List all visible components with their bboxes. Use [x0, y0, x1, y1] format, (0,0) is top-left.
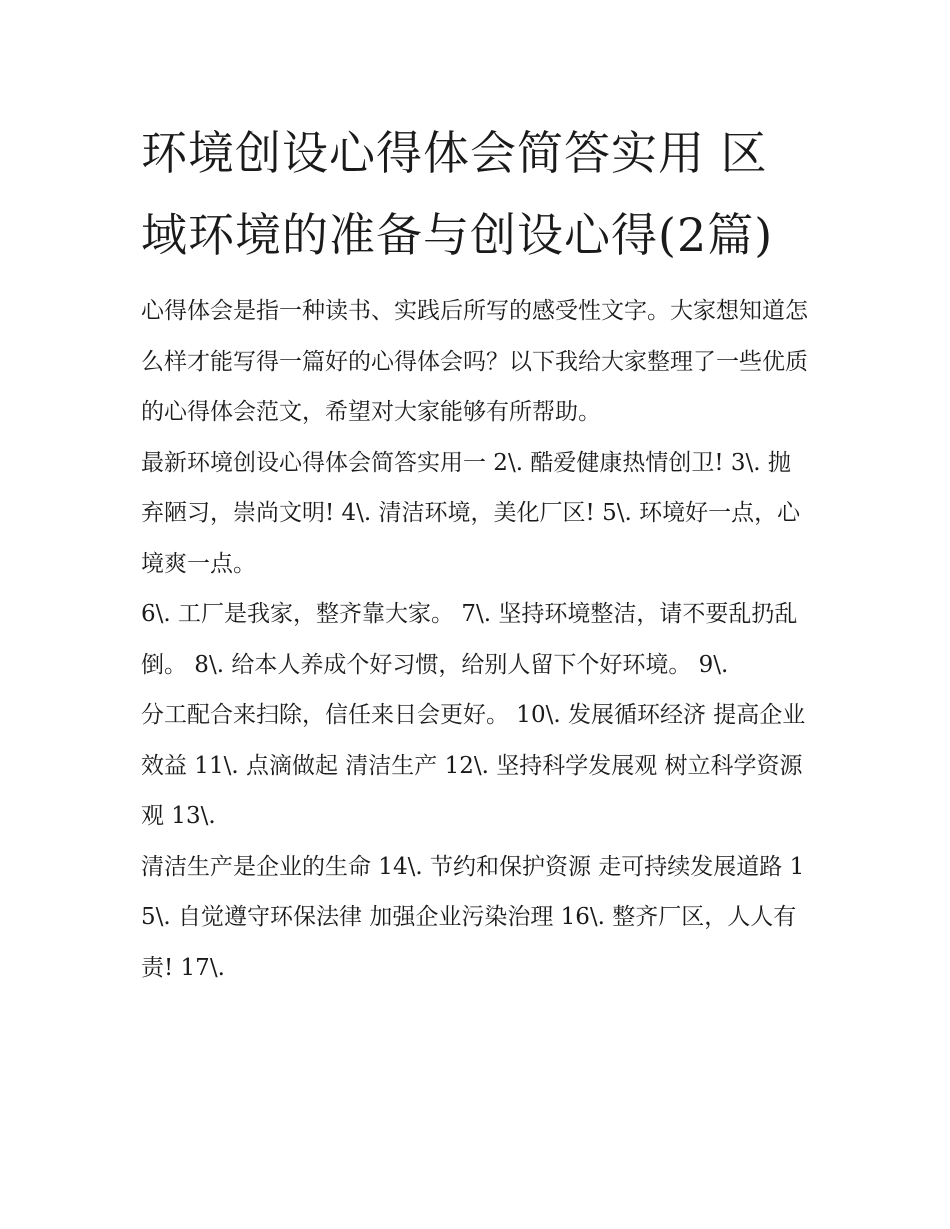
paragraph-slogans-4: 清洁生产是企业的生命 14\. 节约和保护资源 走可持续发展道路 15\. 自觉遵守环保法律 加强企业污染治理 16\. 整齐厂区，人人有责! 17\. [141, 853, 805, 981]
paragraph-slogans-1: 最新环境创设心得体会简答实用一 2\. 酷爱健康热情创卫! 3\. 抛弃陋习，崇尚文明! 4\. 清洁环境，美化厂区! 5\. 环境好一点，心境爽一点。 [141, 449, 801, 577]
paragraph-slogans-3: 分工配合来扫除，信任来日会更好。 10\. 发展循环经济 提高企业效益 11\. 点滴做起 清洁生产 12\. 坚持科学发展观 树立科学资源观 13\. [141, 702, 806, 829]
document-page [141, 112, 813, 993]
paragraph-intro: 心得体会是指一种读书、实践后所写的感受性文字。大家想知道怎么样才能写得一篇好的心得体会吗？以下我给大家整理了一些优质的心得体会范文，希望对大家能够有所帮助。 [141, 298, 808, 425]
paragraph-slogans-2: 6\. 工厂是我家，整齐靠大家。 7\. 坚持环境整洁，请不要乱扔乱倒。 8\. 给本人养成个好习惯，给别人留下个好环境。 9\. [141, 601, 798, 678]
document-title: 环境创设心得体会简答实用 区域环境的准备与创设心得(2篇) [141, 126, 774, 262]
